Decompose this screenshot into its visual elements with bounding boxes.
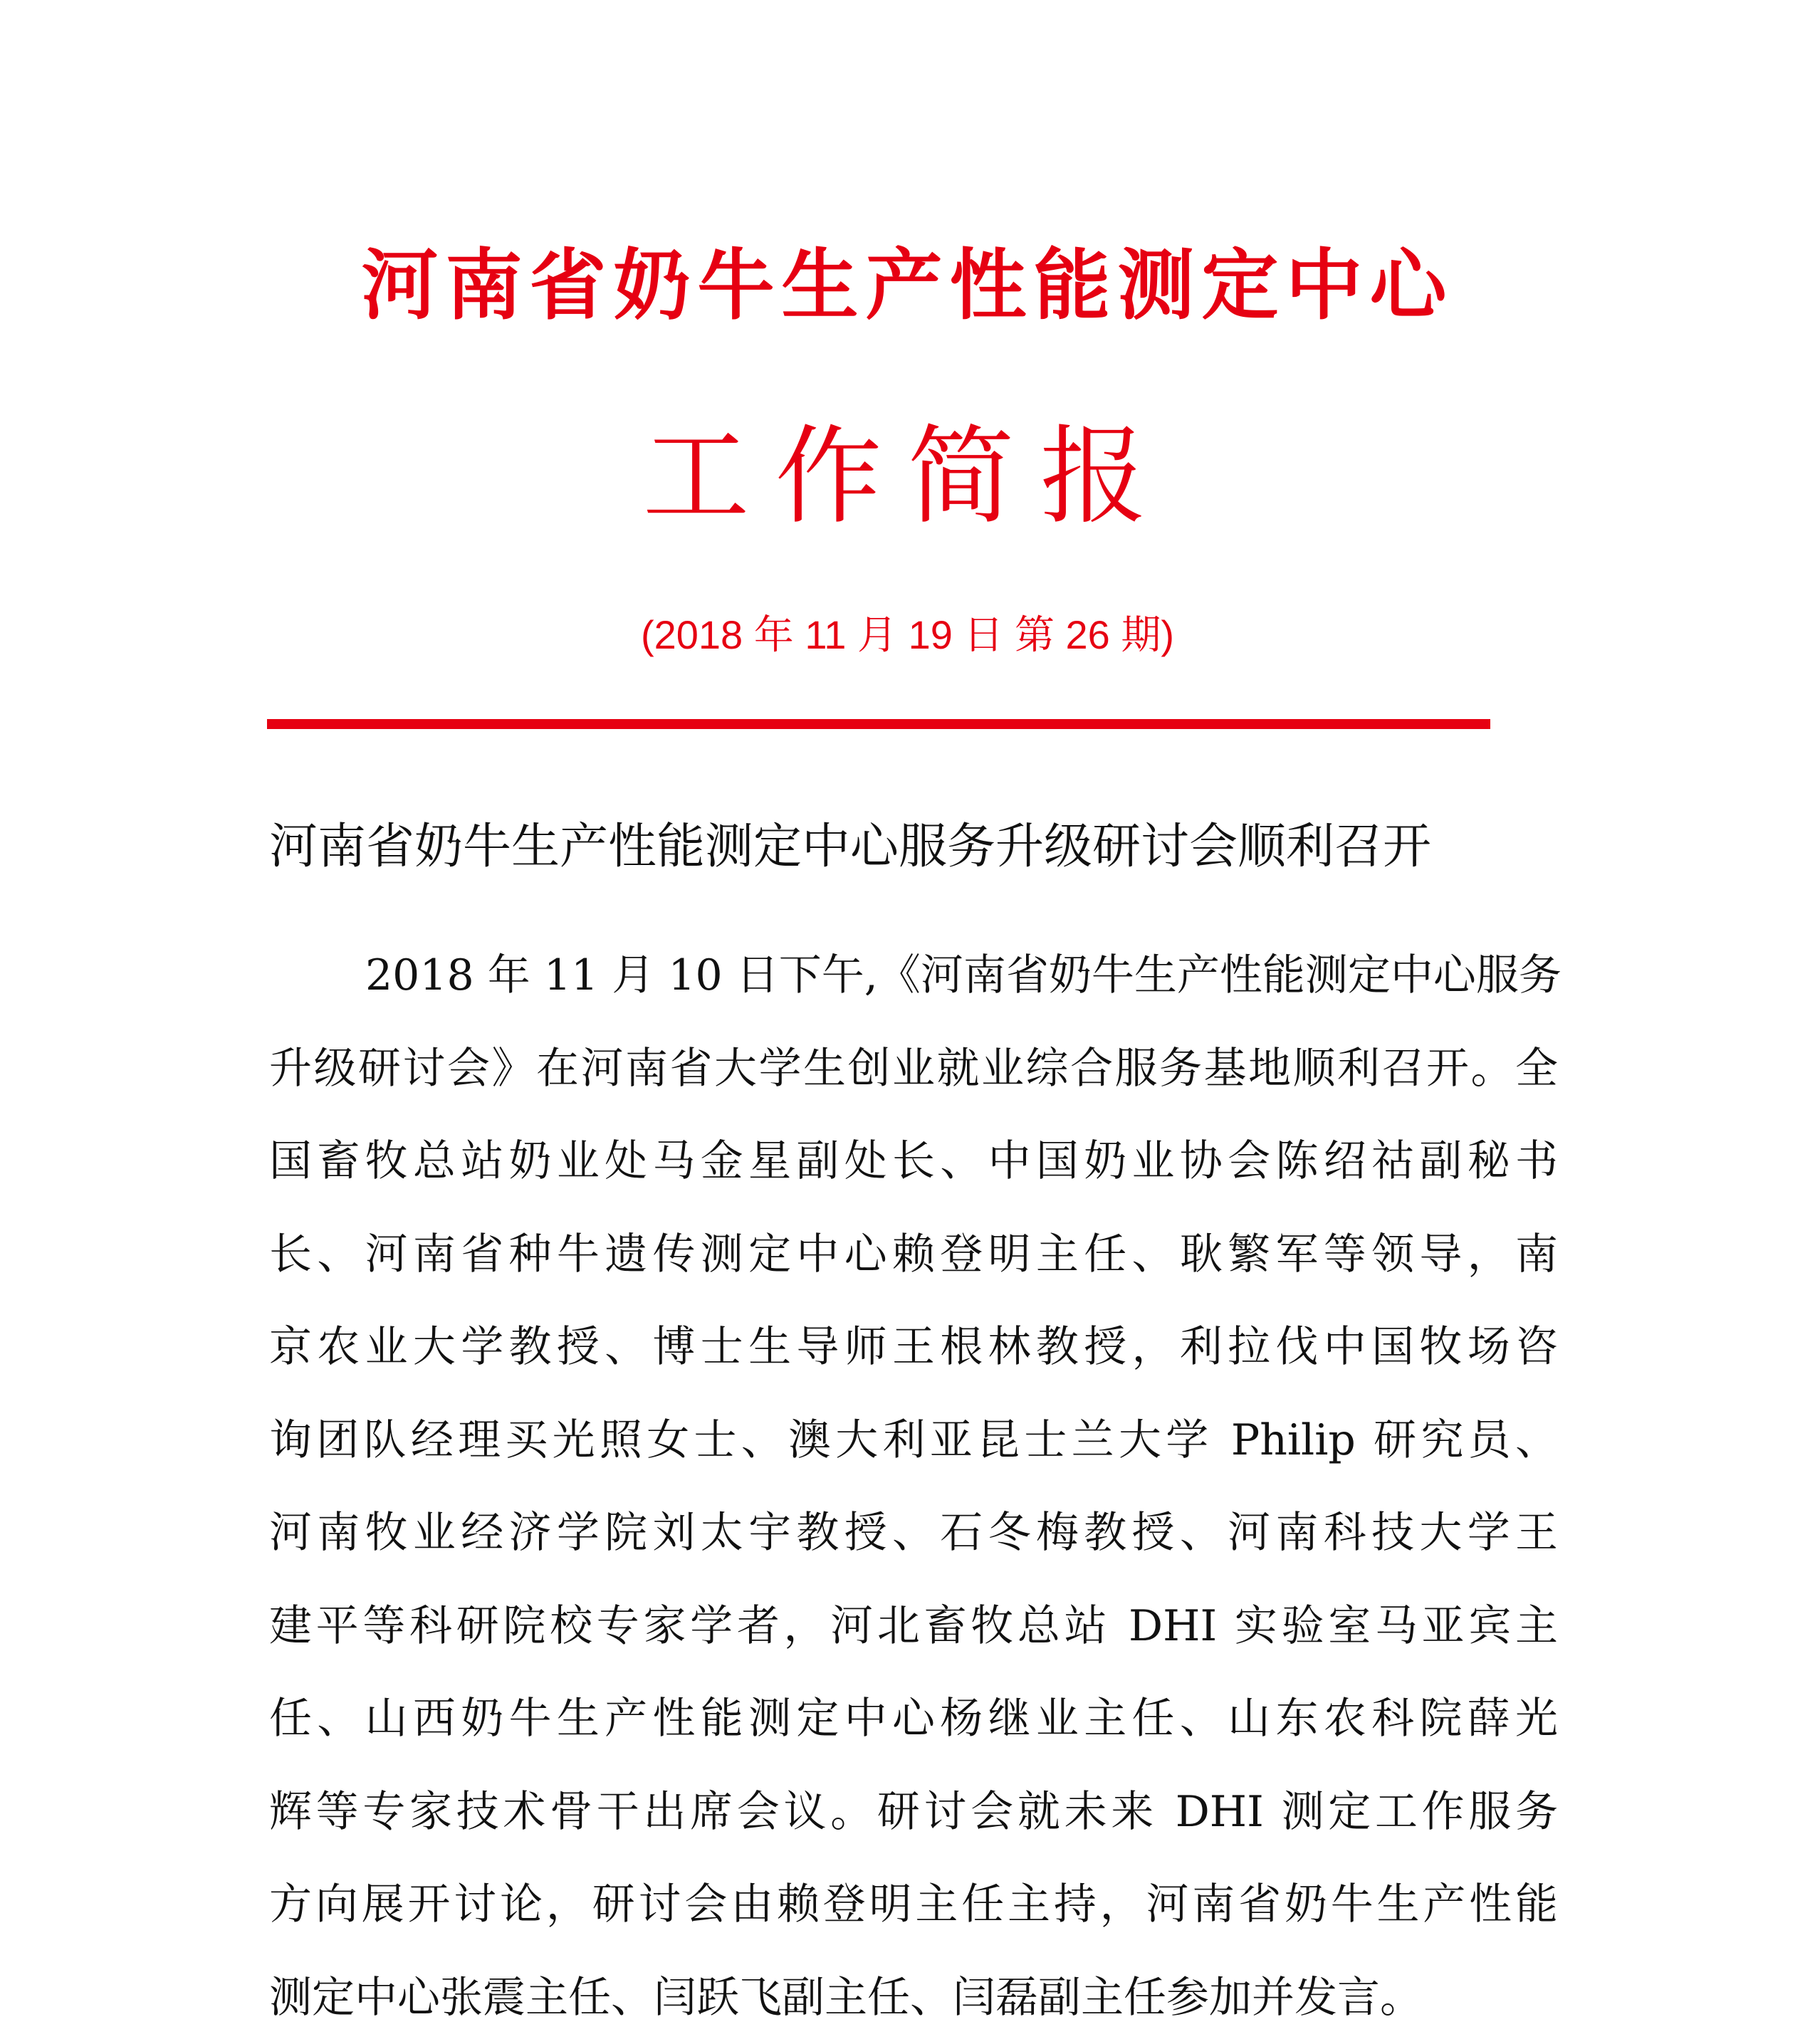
body-line-8: 建平等科研院校专家学者，河北畜牧总站 DHI 实验室马亚宾主 — [269, 1580, 1558, 1673]
body-line-4: 长、河南省种牛遗传测定中心赖登明主任、耿繁军等领导，南 — [269, 1208, 1558, 1301]
issue-date-line: (2018 年 11 月 19 日 第 26 期) — [0, 607, 1815, 664]
body-line-6: 询团队经理买光照女士、澳大利亚昆士兰大学 Philip 研究员、 — [269, 1394, 1558, 1487]
body-line-7: 河南牧业经济学院刘太宇教授、石冬梅教授、河南科技大学王 — [269, 1487, 1558, 1580]
organization-title: 河南省奶牛生产性能测定中心 — [0, 236, 1815, 336]
body-line-10: 辉等专家技术骨干出席会议。研讨会就未来 DHI 测定工作服务 — [269, 1766, 1558, 1859]
body-line-12: 测定中心张震主任、闫跃飞副主任、闫磊副主任参加并发言。 — [269, 1951, 1558, 2044]
body-line-1: 2018 年 11 月 10 日下午,《河南省奶牛生产性能测定中心服务 — [269, 929, 1558, 1022]
article-body — [269, 929, 1558, 2044]
article-headline: 河南省奶牛生产性能测定中心服务升级研讨会顺利召开 — [269, 812, 1565, 883]
body-line-3: 国畜牧总站奶业处马金星副处长、中国奶业协会陈绍祜副秘书 — [269, 1115, 1558, 1208]
body-line-11: 方向展开讨论，研讨会由赖登明主任主持，河南省奶牛生产性能 — [269, 1858, 1558, 1951]
bulletin-title: 工作简报 — [0, 409, 1815, 545]
body-line-5: 京农业大学教授、博士生导师王根林教授，利拉伐中国牧场咨 — [269, 1301, 1558, 1394]
red-divider-rule — [267, 719, 1490, 729]
body-line-9: 任、山西奶牛生产性能测定中心杨继业主任、山东农科院薛光 — [269, 1672, 1558, 1766]
body-line-2: 升级研讨会》在河南省大学生创业就业综合服务基地顺利召开。全 — [269, 1022, 1558, 1116]
